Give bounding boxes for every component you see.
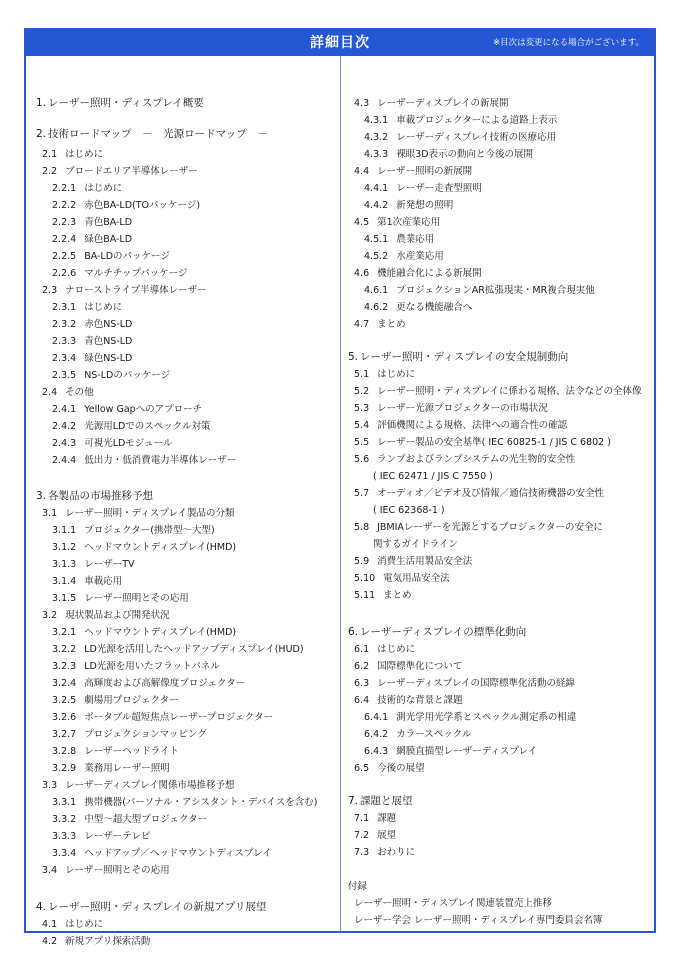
toc-entry-title: 更なる機能融合へ (396, 302, 473, 313)
toc-entry-title: レーザーディスプレイ技術の医療応用 (396, 132, 557, 143)
toc-entry-title: 緑色NS-LD (84, 353, 133, 364)
toc-entry-title: 測光学用光学系とスペックル測定系の相違 (396, 712, 577, 723)
toc-entry-number: 5.3 (354, 403, 370, 414)
toc-entry-title: 展望 (377, 830, 397, 841)
toc-entry (348, 436, 611, 449)
toc-entry (348, 555, 472, 568)
toc-entry (348, 97, 509, 110)
toc-entry (348, 165, 472, 178)
toc-header (26, 30, 654, 56)
toc-entry-number: 4.3.2 (364, 132, 389, 143)
toc-entry-title: 低出力・低消費電力半導体レーザー (84, 455, 237, 466)
toc-entry (36, 403, 202, 416)
toc-entry-title: まとめ (377, 319, 406, 330)
toc-entry-title: 網膜直描型レーザーディスプレイ (396, 746, 538, 757)
toc-entry-title: レーザーTV (84, 559, 135, 570)
toc-entry (348, 589, 412, 602)
toc-entry (36, 592, 189, 605)
toc-entry-number: 3.2.2 (52, 644, 77, 655)
toc-entry-title: 技術的な背景と課題 (377, 695, 463, 706)
toc-entry-title: ランプおよびランプシステムの光生物的安全性 (377, 454, 576, 465)
toc-entry (36, 864, 170, 877)
toc-entry-title: はじめに (65, 919, 104, 930)
toc-entry-title: レーザー学会 レーザー照明・ディスプレイ専門委員会名簿 (354, 915, 603, 926)
toc-entry-number: 3.3.1 (52, 797, 77, 808)
toc-entry-title: ヘッドマウントディスプレイ(HMD) (84, 627, 237, 638)
toc-entry-number: 2.2.4 (52, 234, 77, 245)
toc-entry-number: 3.4 (42, 865, 58, 876)
toc-entry-number: 3.3.3 (52, 831, 77, 842)
toc-entry-title: プロジェクションマッピング (84, 729, 207, 740)
toc-entry-title: 課題と展望 (360, 795, 413, 807)
toc-entry-title: 可視光LDモジュール (84, 438, 173, 449)
toc-entry (36, 643, 304, 656)
page-title: 詳細目次 (310, 35, 370, 51)
toc-entry-number: 5.6 (354, 454, 370, 465)
toc-entry-title: 電気用品安全法 (383, 573, 450, 584)
toc-entry-title: ブロードエリア半導体レーザー (65, 166, 198, 177)
toc-entry-title: ナローストライプ半導体レーザー (65, 285, 207, 296)
toc-entry-title: LD光源を活用したヘッドアップディスプレイ(HUD) (84, 644, 304, 655)
toc-entry (36, 301, 122, 314)
toc-entry-number: 5.1 (354, 369, 370, 380)
toc-entry (36, 335, 132, 348)
toc-entry-title: 業務用レーザー照明 (84, 763, 170, 774)
toc-entry (36, 318, 132, 331)
toc-entry-title: ( IEC 62368-1 ) (354, 505, 445, 516)
toc-entry-number: 4.2 (42, 936, 58, 947)
toc-entry (348, 572, 450, 585)
toc-entry-title: マルチチップパッケージ (84, 268, 188, 279)
toc-entry (36, 420, 211, 433)
toc-entry-title: Yellow Gapへのアプローチ (84, 404, 203, 415)
toc-entry-number: 3.1.5 (52, 593, 77, 604)
toc-entry-number: 2.4.4 (52, 455, 77, 466)
toc-entry (348, 131, 556, 144)
toc-entry-number: 3.2.6 (52, 712, 77, 723)
toc-entry-number: 3.2.5 (52, 695, 77, 706)
toc-entry-number: 2.2.3 (52, 217, 77, 228)
toc-entry-title: 裸眼3D表示の動向と今後の展開 (396, 149, 534, 160)
toc-entry-number: 3.2.7 (52, 729, 77, 740)
toc-entry-number: 5.7 (354, 488, 370, 499)
toc-entry-number: 6.4.2 (364, 729, 389, 740)
toc-entry (36, 847, 272, 860)
toc-entry (348, 318, 406, 331)
toc-entry (348, 284, 595, 297)
toc-chapter (36, 128, 268, 141)
toc-entry (348, 216, 440, 229)
toc-entry-title: 車載プロジェクターによる道路上表示 (396, 115, 558, 126)
toc-entry-number: 5.8 (354, 522, 370, 533)
toc-entry (348, 643, 415, 656)
toc-entry-title: プロジェクションAR拡張現実・MR複合現実他 (396, 285, 595, 296)
toc-entry-number: 2.2.6 (52, 268, 77, 279)
toc-entry-number: 4.3.3 (364, 149, 389, 160)
toc-chapter (348, 351, 568, 364)
toc-entry-number: 2. (36, 128, 47, 140)
toc-entry (348, 677, 575, 690)
toc-entry (36, 728, 207, 741)
toc-entry-number: 3.3.2 (52, 814, 77, 825)
toc-entry (348, 745, 537, 758)
toc-entry (348, 453, 575, 466)
toc-entry-title: ポータブル超短焦点レーザープロジェクター (84, 712, 273, 723)
toc-entry-title: レーザー製品の安全基準( IEC 60825-1 / JIS C 6802 ) (377, 437, 611, 448)
toc-entry-title: 青色BA-LD (84, 217, 133, 228)
toc-entry (36, 284, 207, 297)
toc-entry-title: 赤色BA-LD(TOパッケージ) (84, 200, 201, 211)
toc-entry (36, 762, 170, 775)
toc-entry-number: 2.2.5 (52, 251, 77, 262)
toc-entry (348, 267, 482, 280)
toc-entry-number: 5.10 (354, 573, 376, 584)
toc-entry-number: 3.2.8 (52, 746, 77, 757)
toc-entry (348, 504, 445, 517)
column-divider (340, 56, 341, 931)
toc-entry (36, 182, 122, 195)
toc-entry (36, 541, 236, 554)
toc-entry-number: 4.7 (354, 319, 370, 330)
toc-entry-title: NS-LDのパッケージ (84, 370, 171, 381)
toc-entry-number: 3.2.3 (52, 661, 77, 672)
toc-entry-number: 5.4 (354, 420, 370, 431)
toc-entry-number: 3.2.4 (52, 678, 77, 689)
toc-entry-number: 4.5.1 (364, 234, 389, 245)
toc-entry-number: 2.1 (42, 149, 58, 160)
toc-entry (348, 233, 434, 246)
toc-entry-number: 3.1.4 (52, 576, 77, 587)
toc-entry-number: 3.1 (42, 508, 58, 519)
toc-entry-title: レーザー照明・ディスプレイ概要 (48, 97, 204, 109)
toc-entry (348, 385, 642, 398)
toc-entry-title: 今後の展望 (377, 763, 425, 774)
toc-entry (36, 935, 150, 948)
toc-entry-title: レーザー照明・ディスプレイ関連装置売上推移 (354, 898, 552, 909)
toc-entry-title: レーザーディスプレイ関係市場推移予想 (65, 780, 235, 791)
toc-entry (348, 711, 576, 724)
toc-entry (36, 233, 132, 246)
toc-entry (348, 829, 396, 842)
toc-entry-title: 現状製品および開発状況 (65, 610, 170, 621)
toc-entry-title: 付録 (348, 881, 368, 892)
toc-entry (36, 711, 273, 724)
toc-entry-number: 7.2 (354, 830, 370, 841)
toc-entry-number: 4.4.1 (364, 183, 389, 194)
toc-entry-number: 4.5.2 (364, 251, 389, 262)
toc-entry-number: 2.3 (42, 285, 58, 296)
toc-entry-title: 高輝度および高解像度プロジェクター (84, 678, 246, 689)
toc-entry (36, 199, 200, 212)
toc-entry-number: 2.3.3 (52, 336, 77, 347)
toc-entry (36, 918, 103, 931)
toc-entry (348, 487, 604, 500)
toc-entry (348, 402, 548, 415)
toc-entry-title: はじめに (84, 302, 123, 313)
toc-entry-number: 5.11 (354, 590, 376, 601)
toc-entry-title: 赤色NS-LD (84, 319, 133, 330)
toc-entry-number: 6.3 (354, 678, 370, 689)
toc-entry-title: まとめ (383, 590, 412, 601)
toc-entry-title: レーザーテレビ (84, 831, 151, 842)
toc-entry-number: 4.1 (42, 919, 58, 930)
toc-entry (348, 114, 557, 127)
toc-entry-number: 3.2.9 (52, 763, 77, 774)
toc-entry-title: おわりに (377, 847, 416, 858)
toc-entry-title: JBMIAレーザーを光源とするプロジェクターの安全に (377, 522, 604, 533)
toc-entry-title: レーザーディスプレイの国際標準化活動の経緯 (377, 678, 575, 689)
toc-entry (36, 165, 198, 178)
toc-entry-number: 2.2.1 (52, 183, 77, 194)
toc-entry-title: 青色NS-LD (84, 336, 133, 347)
toc-entry (348, 660, 462, 673)
toc-entry-title: 各製品の市場推移予想 (48, 490, 154, 502)
toc-chapter (36, 901, 266, 914)
toc-entry-number: 3.2.1 (52, 627, 77, 638)
toc-entry-title: 国際標準化について (377, 661, 463, 672)
toc-entry-title: 課題 (377, 813, 397, 824)
toc-entry (36, 796, 317, 809)
toc-chapter (348, 795, 413, 808)
toc-entry (36, 779, 235, 792)
toc-entry (36, 677, 245, 690)
toc-entry-number: 7. (348, 795, 359, 807)
toc-entry-number: 3. (36, 490, 47, 502)
toc-entry-title: 新規アプリ探索活動 (65, 936, 151, 947)
toc-entry (348, 914, 602, 927)
toc-entry (36, 148, 103, 161)
toc-entry (36, 626, 236, 639)
toc-entry-title: レーザー照明・ディスプレイに係わる規格、法令などの全体像 (377, 386, 642, 397)
header-note: ※目次は変更になる場合がございます。 (493, 38, 644, 48)
toc-entry-title: レーザー照明・ディスプレイの新規アプリ展望 (48, 901, 267, 913)
toc-entry (36, 507, 235, 520)
toc-entry-title: レーザー照明の新展開 (377, 166, 473, 177)
toc-entry-number: 2.3.4 (52, 353, 77, 364)
toc-entry (36, 454, 236, 467)
toc-entry (348, 182, 482, 195)
toc-entry-number: 6.1 (354, 644, 370, 655)
toc-entry-number: 4. (36, 901, 47, 913)
toc-entry-title: はじめに (65, 149, 104, 160)
toc-entry (348, 728, 471, 741)
toc-entry-title: 劇場用プロジェクター (84, 695, 179, 706)
toc-entry-title: 中型～超大型プロジェクター (84, 814, 208, 825)
toc-entry-number: 4.6 (354, 268, 370, 279)
toc-entry-title: ( IEC 62471 / JIS C 7550 ) (354, 471, 493, 482)
toc-entry-title: レーザー照明とその応用 (84, 593, 189, 604)
toc-entry-title: はじめに (84, 183, 123, 194)
toc-entry-title: 携帯機器(パーソナル・アシスタント・デバイスを含む) (84, 797, 318, 808)
toc-entry-number: 5.5 (354, 437, 370, 448)
toc-entry-title: その他 (65, 387, 94, 398)
toc-entry (36, 352, 132, 365)
toc-entry-number: 3.1.1 (52, 525, 77, 536)
toc-entry-title: 農業応用 (396, 234, 435, 245)
toc-entry-number: 6.4.1 (364, 712, 389, 723)
toc-entry (348, 470, 493, 483)
toc-entry (36, 660, 220, 673)
toc-entry-title: レーザー走査型照明 (396, 183, 482, 194)
toc-entry-title: ヘッドアップ／ヘッドマウントディスプレイ (84, 848, 272, 859)
toc-entry-number: 2.3.5 (52, 370, 77, 381)
toc-entry-number: 3.1.2 (52, 542, 77, 553)
toc-entry (36, 694, 179, 707)
toc-entry-title: 水産業応用 (396, 251, 444, 262)
toc-entry-number: 2.2.2 (52, 200, 77, 211)
toc-entry (348, 250, 444, 263)
toc-entry (36, 250, 170, 263)
toc-entry (348, 148, 533, 161)
toc-entry-number: 3.3 (42, 780, 58, 791)
toc-entry-title: レーザーディスプレイの標準化動向 (360, 626, 527, 638)
toc-entry (36, 558, 135, 571)
toc-entry-number: 6.2 (354, 661, 370, 672)
toc-entry (348, 301, 472, 314)
toc-entry-title: 評価機関による規格、法律への適合性の確認 (377, 420, 568, 431)
toc-entry (36, 830, 151, 843)
toc-entry-number: 3.1.3 (52, 559, 77, 570)
toc-entry-number: 6.4.3 (364, 746, 389, 757)
toc-entry (36, 609, 170, 622)
toc-entry-title: レーザー照明・ディスプレイの安全規制動向 (360, 351, 569, 363)
toc-entry-number: 5.2 (354, 386, 370, 397)
toc-frame (24, 28, 656, 947)
toc-entry-title: レーザーヘッドライト (84, 746, 179, 757)
toc-entry-number: 4.4.2 (364, 200, 389, 211)
toc-chapter (36, 97, 204, 110)
toc-entry-title: ヘッドマウントディスプレイ(HMD) (84, 542, 237, 553)
toc-entry-title: 消費生活用製品安全法 (377, 556, 473, 567)
toc-entry-title: 車載応用 (84, 576, 123, 587)
toc-entry-number: 2.4.2 (52, 421, 77, 432)
toc-entry (36, 745, 179, 758)
toc-entry-number: 3.2 (42, 610, 58, 621)
toc-entry-number: 5. (348, 351, 359, 363)
toc-entry-number: 3.3.4 (52, 848, 77, 859)
toc-entry-title: LD光源を用いたフラットパネル (84, 661, 220, 672)
toc-entry (348, 199, 453, 212)
toc-entry-title: 技術ロードマップ － 光源ロードマップ － (48, 128, 268, 140)
toc-entry-number: 5.9 (354, 556, 370, 567)
toc-entry (348, 880, 367, 893)
toc-entry-number: 2.4.1 (52, 404, 77, 415)
toc-entry-title: レーザーディスプレイの新展開 (377, 98, 509, 109)
toc-entry-title: はじめに (377, 369, 416, 380)
toc-entry-title: レーザー照明とその応用 (65, 865, 170, 876)
toc-entry-title: レーザー照明・ディスプレイ製品の分類 (65, 508, 235, 519)
toc-entry-title: 機能融合化による新展開 (377, 268, 482, 279)
toc-entry (36, 524, 215, 537)
toc-entry-title: 新発想の照明 (396, 200, 454, 211)
toc-entry-number: 4.6.2 (364, 302, 389, 313)
toc-entry-number: 2.3.2 (52, 319, 77, 330)
toc-entry-number: 2.4 (42, 387, 58, 398)
toc-entry-title: 光源用LDでのスペックル対策 (84, 421, 211, 432)
toc-entry-number: 6. (348, 626, 359, 638)
toc-entry (36, 216, 132, 229)
toc-entry (348, 812, 396, 825)
toc-entry-title: プロジェクター(携帯型～大型) (84, 525, 215, 536)
toc-entry (348, 897, 552, 910)
toc-entry (348, 538, 458, 551)
toc-entry-title: BA-LDのパッケージ (84, 251, 170, 262)
toc-entry (36, 437, 172, 450)
toc-entry-number: 6.5 (354, 763, 370, 774)
toc-entry (36, 813, 207, 826)
toc-entry-number: 4.5 (354, 217, 370, 228)
toc-entry-number: 6.4 (354, 695, 370, 706)
toc-entry (36, 267, 187, 280)
toc-entry-number: 4.4 (354, 166, 370, 177)
toc-entry-number: 2.4.3 (52, 438, 77, 449)
toc-entry (36, 386, 94, 399)
toc-entry-number: 1. (36, 97, 47, 109)
toc-entry-number: 7.1 (354, 813, 370, 824)
toc-entry-number: 4.3 (354, 98, 370, 109)
toc-entry (348, 762, 425, 775)
toc-entry-number: 2.2 (42, 166, 58, 177)
toc-entry-number: 7.3 (354, 847, 370, 858)
toc-entry-number: 4.6.1 (364, 285, 389, 296)
toc-entry-title: 緑色BA-LD (84, 234, 133, 245)
toc-entry-title: 第1次産業応用 (377, 217, 441, 228)
toc-entry (348, 368, 415, 381)
toc-entry-number: 4.3.1 (364, 115, 389, 126)
toc-entry (348, 694, 463, 707)
toc-chapter (36, 490, 153, 503)
toc-entry (348, 521, 603, 534)
toc-entry-title: 関するガイドライン (354, 539, 458, 550)
toc-entry-title: オーディオ／ビデオ及び情報／通信技術機器の安全性 (377, 488, 605, 499)
toc-entry-title: はじめに (377, 644, 416, 655)
toc-entry-title: レーザー光源プロジェクターの市場状況 (377, 403, 548, 414)
toc-entry (36, 575, 122, 588)
toc-entry (348, 846, 415, 859)
toc-entry-title: カラースペックル (396, 729, 472, 740)
toc-entry-number: 2.3.1 (52, 302, 77, 313)
toc-chapter (348, 626, 526, 639)
toc-entry (348, 419, 567, 432)
toc-entry (36, 369, 170, 382)
